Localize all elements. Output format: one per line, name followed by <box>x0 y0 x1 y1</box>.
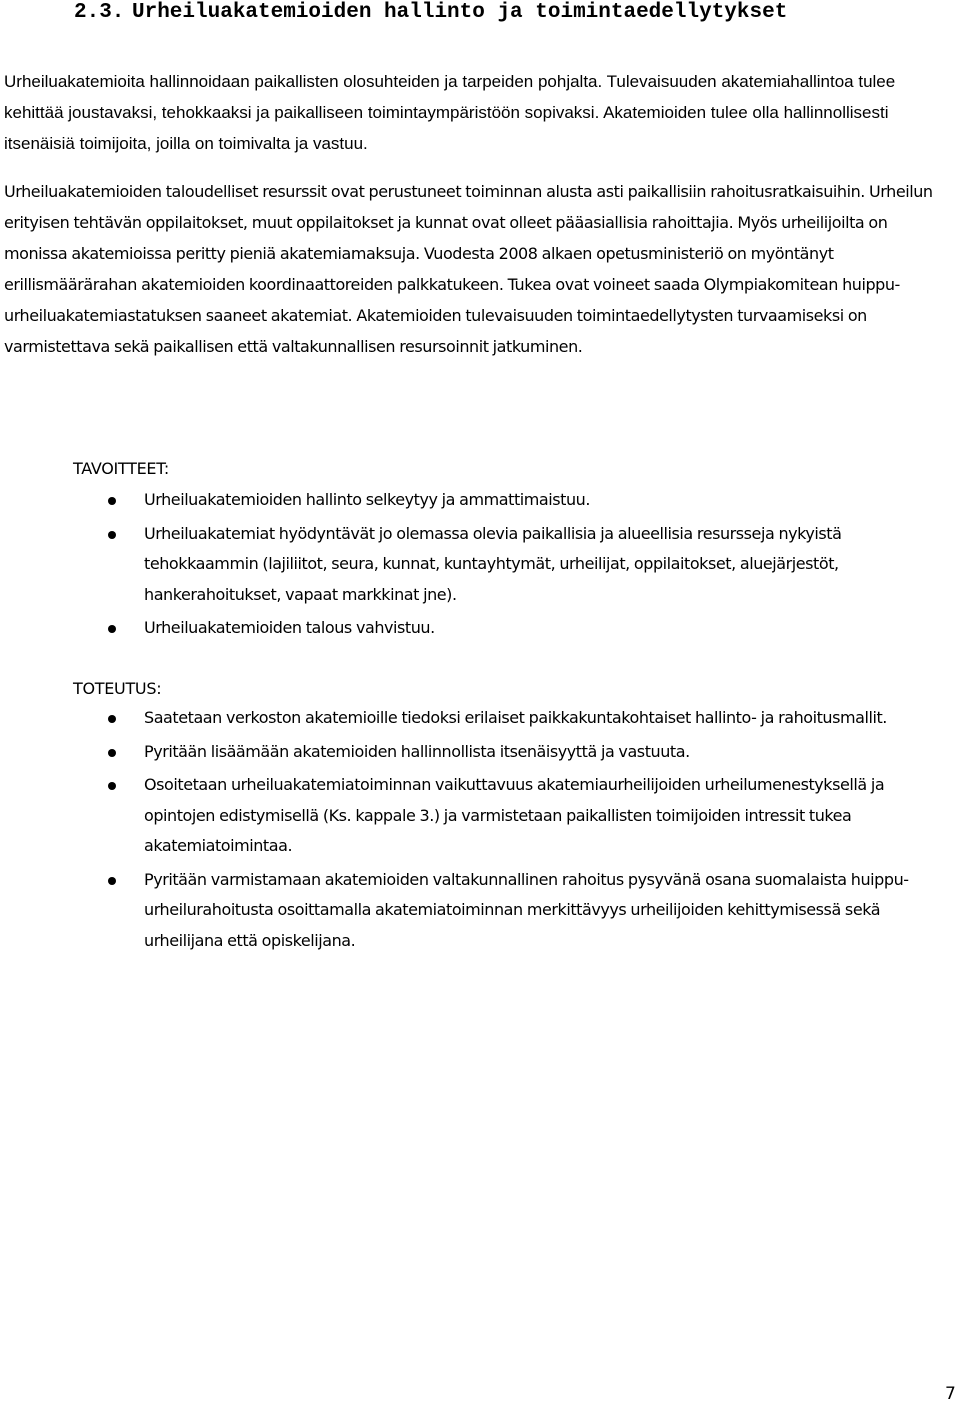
tavoitteet-list <box>108 485 956 647</box>
section-heading <box>74 0 787 28</box>
list-item-text: Saatetaan verkoston akatemioille tiedoksi erilaiset paikkakuntakohtaiset hallinto- ja rahoitusmallit. <box>144 708 887 727</box>
list-item-text: Urheiluakatemioiden talous vahvistuu. <box>144 618 435 637</box>
bullet-icon <box>108 625 116 633</box>
bullet-icon <box>108 497 116 505</box>
page-number: 7 <box>945 1384 956 1404</box>
list-item-text: Pyritään varmistamaan akatemioiden valtakunnallinen rahoitus pysyvänä osana suomalaista huippu-urheilurahoitusta osoittamalla akatemiatoiminnan merkittävyys urheilijoiden kehittymisessä sekä urheilijana että opiskelijana. <box>144 869 909 950</box>
list-item-text: Pyritään lisäämään akatemioiden hallinnollista itsenäisyyttä ja vastuuta. <box>144 741 690 761</box>
list-item <box>108 770 956 862</box>
section-number: 2.3. <box>74 1 125 24</box>
resources-paragraph: Urheiluakatemioiden taloudelliset resurssit ovat perustuneet toiminnan alusta asti paikallisiin rahoitusratkaisuihin. Urheilun erityisen tehtävän oppilaitokset, muut oppilaitokset ja kunnat ovat olleet pääasiallisia rahoittajia. Myös urheilijoilta on monissa akatemioissa peritty pieniä akatemiamaksuja. Vuodesta 2008 alkaen opetusministeriö on myöntänyt erillismäärärahan akatemioiden koordinaattoreiden palkkatukeen. Tukea ovat voineet saada Olympiakomitean huippu-urheiluakatemiastatuksen saaneet akatemiat. Akatemioiden tulevaisuuden toimintaedellytysten turvaamiseksi on varmistettava sekä paikallisen että valtakunnallisen resursoinnit jatkuminen. <box>4 182 933 356</box>
list-item-text: Osoitetaan urheiluakatemiatoiminnan vaikuttavuus akatemiaurheilijoiden urheilumenestyksellä ja opintojen edistymisellä (Ks. kappale 3.) ja varmistetaan paikallisten toimijoiden intressit tukea akatemiatoimintaa. <box>144 775 885 855</box>
section-title: Urheiluakatemioiden hallinto ja toimintaedellytykset <box>132 1 788 24</box>
bullet-icon <box>108 782 116 790</box>
bullet-icon <box>108 715 116 723</box>
list-item <box>108 703 956 734</box>
tavoitteet-label: TAVOITTEET: <box>73 459 170 478</box>
bullet-icon <box>108 531 116 539</box>
bullet-icon <box>108 877 116 885</box>
list-item-text: Urheiluakatemioiden hallinto selkeytyy ja ammattimaistuu. <box>144 490 590 509</box>
intro-paragraph: Urheiluakatemioita hallinnoidaan paikallisten olosuhteiden ja tarpeiden pohjalta. Tulevaisuuden akatemiahallintoa tulee kehittää joustavaksi, tehokkaaksi ja paikalliseen toimintaympäristöön sopivaksi. Akatemioiden tulee olla hallinnollisesti itsenäisiä toimijoita, joilla on toimivalta ja vastuu. <box>4 72 896 153</box>
toteutus-list <box>108 703 956 959</box>
list-item <box>108 485 956 516</box>
list-item-text: Urheiluakatemiat hyödyntävät jo olemassa olevia paikallisia ja alueellisia resursseja nykyistä tehokkaammin (lajiliitot, seura, kunnat, kuntayhtymät, urheilijat, oppilaitokset, aluejärjestöt, hankerahoitukset, vapaat markkinat jne). <box>144 523 842 604</box>
list-item <box>108 519 956 611</box>
bullet-icon <box>108 749 116 757</box>
toteutus-label: TOTEUTUS: <box>73 679 162 698</box>
list-item <box>108 737 956 768</box>
list-item <box>108 865 956 957</box>
list-item <box>108 613 956 644</box>
